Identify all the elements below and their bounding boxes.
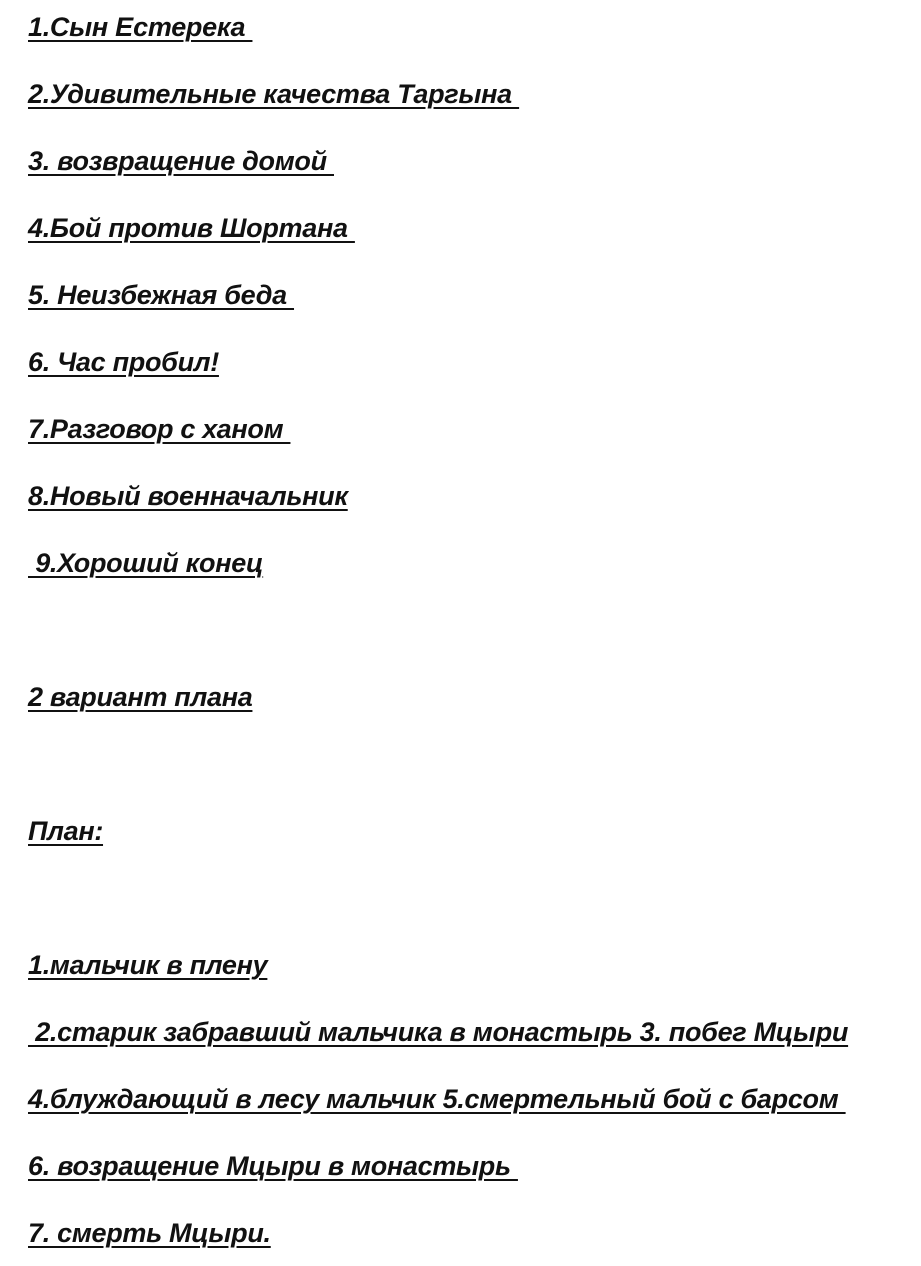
plan1-item-1: 1.Сын Естерека [28,12,253,42]
plan1-item-7: 7.Разговор с ханом [28,414,291,444]
plan1-item-2: 2.Удивительные качества Таргына [28,79,520,109]
plan2-item-3: 4.блуждающий в лесу мальчик 5.смертельный бой с барсом [28,1084,846,1114]
plan1-item-5: 5. Неизбежная беда [28,280,295,310]
variant-heading: 2 вариант плана [28,682,253,712]
plan1-item-3: 3. возвращение домой [28,146,334,176]
plan-label: План: [28,816,104,846]
plan1-item-6: 6. Час пробил! [28,347,219,377]
plan2-item-5: 7. смерть Мцыри. [28,1218,271,1248]
plan2-item-2: 2.старик забравший мальчика в монастырь 3. побег Мцыри [28,1017,849,1047]
plan1-item-9: 9.Хороший конец [28,548,264,578]
plan1-item-4: 4.Бой против Шортана [28,213,355,243]
plan2-item-1: 1.мальчик в плену [28,950,268,980]
plan1-item-8: 8.Новый военначальник [28,481,348,511]
plan2-item-4: 6. возращение Мцыри в монастырь [28,1151,518,1181]
